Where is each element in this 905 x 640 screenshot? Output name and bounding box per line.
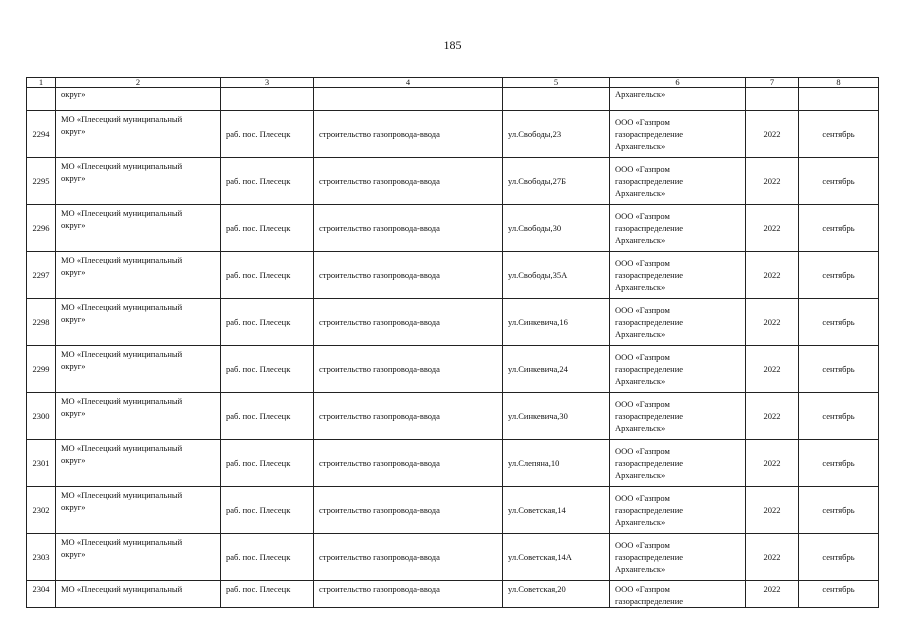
cell-line: газораспределение (615, 364, 684, 374)
cell-line: ООО «Газпром (615, 399, 670, 409)
cell-work: строительство газопровода-ввода (314, 299, 503, 346)
cell-line: округ» (61, 173, 86, 183)
cell-organization (610, 346, 746, 393)
cell-municipality (56, 205, 221, 252)
cell-settlement: раб. пос. Плесецк (221, 487, 314, 534)
cell-municipality (56, 158, 221, 205)
cell-month: сентябрь (799, 534, 879, 581)
cell-line: округ» (61, 408, 86, 418)
cell-line: ООО «Газпром (615, 164, 670, 174)
cell-settlement: раб. пос. Плесецк (221, 111, 314, 158)
cell-line: округ» (61, 361, 86, 371)
cell-month: сентябрь (799, 299, 879, 346)
cell-line: газораспределение (615, 223, 684, 233)
cell-line: Архангельск» (615, 329, 666, 339)
cell-line: газораспределение (615, 411, 684, 421)
cell-organization (610, 111, 746, 158)
cell-month: сентябрь (799, 252, 879, 299)
column-header: 2 (56, 78, 221, 88)
cell-month: сентябрь (799, 487, 879, 534)
cell-municipality (56, 581, 221, 608)
table-row (27, 581, 879, 608)
cell-month: сентябрь (799, 581, 879, 608)
column-number-row (27, 78, 879, 88)
cell-work: строительство газопровода-ввода (314, 534, 503, 581)
cell-year: 2022 (746, 252, 799, 299)
cell-number (27, 88, 56, 111)
table-row (27, 205, 879, 252)
cell-number: 2298 (27, 299, 56, 346)
cell-address: ул.Синкевича,16 (503, 299, 610, 346)
table-row (27, 111, 879, 158)
cell-line: ООО «Газпром (615, 117, 670, 127)
cell-line: округ» (61, 502, 86, 512)
cell-organization (610, 534, 746, 581)
cell-line: Архангельск» (615, 423, 666, 433)
cell-organization: Архангельск» (610, 88, 746, 111)
cell-line: МО «Плесецкий муниципальный (61, 302, 183, 312)
cell-settlement: раб. пос. Плесецк (221, 581, 314, 608)
cell-line: ООО «Газпром (615, 540, 670, 550)
cell-line: МО «Плесецкий муниципальный (61, 490, 183, 500)
column-header: 7 (746, 78, 799, 88)
cell-line: Архангельск» (615, 376, 666, 386)
cell-line: Архангельск» (615, 282, 666, 292)
cell-year: 2022 (746, 111, 799, 158)
cell-address: ул.Советская,14А (503, 534, 610, 581)
cell-year: 2022 (746, 487, 799, 534)
cell-municipality (56, 252, 221, 299)
cell-year: 2022 (746, 158, 799, 205)
cell-work: строительство газопровода-ввода (314, 440, 503, 487)
cell-address: ул.Свободы,23 (503, 111, 610, 158)
cell-month: сентябрь (799, 440, 879, 487)
cell-address: ул.Синкевича,30 (503, 393, 610, 440)
column-header: 3 (221, 78, 314, 88)
cell-municipality (56, 487, 221, 534)
cell-month: сентябрь (799, 393, 879, 440)
column-header: 4 (314, 78, 503, 88)
cell-line: Архангельск» (615, 470, 666, 480)
cell-line: МО «Плесецкий муниципальный (61, 443, 183, 453)
cell-month: сентябрь (799, 346, 879, 393)
cell-line: МО «Плесецкий муниципальный (61, 208, 183, 218)
cell-organization (610, 393, 746, 440)
cell-settlement: раб. пос. Плесецк (221, 252, 314, 299)
cell-work: строительство газопровода-ввода (314, 581, 503, 608)
cell-address: ул.Советская,14 (503, 487, 610, 534)
cell-line: газораспределение (615, 552, 684, 562)
cell-line: ООО «Газпром (615, 258, 670, 268)
cell-municipality (56, 111, 221, 158)
cell-address: ул.Свободы,30 (503, 205, 610, 252)
gas-pipeline-table (26, 77, 879, 608)
cell-number: 2301 (27, 440, 56, 487)
cell-line: ООО «Газпром (615, 584, 670, 594)
table-row (27, 393, 879, 440)
cell-line: газораспределение (615, 129, 684, 139)
cell-work: строительство газопровода-ввода (314, 111, 503, 158)
table-row (27, 346, 879, 393)
cell-number: 2304 (27, 581, 56, 608)
table-row (27, 534, 879, 581)
cell-number: 2299 (27, 346, 56, 393)
cell-line: ООО «Газпром (615, 305, 670, 315)
cell-line: ООО «Газпром (615, 352, 670, 362)
cell-line: МО «Плесецкий муниципальный (61, 255, 183, 265)
cell-line: МО «Плесецкий муниципальный (61, 349, 183, 359)
cell-line: Архангельск» (615, 188, 666, 198)
cell-municipality (56, 440, 221, 487)
cell-month: сентябрь (799, 111, 879, 158)
cell-line: МО «Плесецкий муниципальный (61, 396, 183, 406)
cell-line: Архангельск» (615, 517, 666, 527)
cell-number: 2300 (27, 393, 56, 440)
cell-work: строительство газопровода-ввода (314, 393, 503, 440)
column-header: 6 (610, 78, 746, 88)
cell-month: сентябрь (799, 205, 879, 252)
cell-line: округ» (61, 267, 86, 277)
cell-settlement (221, 88, 314, 111)
cell-number: 2294 (27, 111, 56, 158)
cell-year: 2022 (746, 393, 799, 440)
cell-line: МО «Плесецкий муниципальный (61, 161, 183, 171)
cell-organization (610, 487, 746, 534)
cell-municipality (56, 534, 221, 581)
column-header: 1 (27, 78, 56, 88)
cell-line: газораспределение (615, 176, 684, 186)
cell-work: строительство газопровода-ввода (314, 158, 503, 205)
cell-year: 2022 (746, 346, 799, 393)
cell-municipality: округ» (56, 88, 221, 111)
cell-settlement: раб. пос. Плесецк (221, 440, 314, 487)
cell-address (503, 88, 610, 111)
cell-month (799, 88, 879, 111)
cell-settlement: раб. пос. Плесецк (221, 346, 314, 393)
cell-line: газораспределение (615, 270, 684, 280)
cell-address: ул.Слепяна,10 (503, 440, 610, 487)
cell-settlement: раб. пос. Плесецк (221, 534, 314, 581)
cell-year: 2022 (746, 205, 799, 252)
cell-year: 2022 (746, 440, 799, 487)
table-row (27, 299, 879, 346)
table-row (27, 252, 879, 299)
cell-line: округ» (61, 220, 86, 230)
table-row (27, 158, 879, 205)
cell-line: Архангельск» (615, 235, 666, 245)
cell-year: 2022 (746, 299, 799, 346)
cell-number: 2295 (27, 158, 56, 205)
cell-line: МО «Плесецкий муниципальный (61, 537, 183, 547)
cell-settlement: раб. пос. Плесецк (221, 158, 314, 205)
cell-municipality (56, 299, 221, 346)
cell-line: округ» (61, 314, 86, 324)
cell-line: округ» (61, 549, 86, 559)
cell-year: 2022 (746, 581, 799, 608)
cell-line: ООО «Газпром (615, 493, 670, 503)
cell-address: ул.Синкевича,24 (503, 346, 610, 393)
cell-address: ул.Советская,20 (503, 581, 610, 608)
cell-number: 2297 (27, 252, 56, 299)
cell-line: округ» (61, 126, 86, 136)
cell-line: Архангельск» (615, 564, 666, 574)
cell-line: газораспределение (615, 505, 684, 515)
cell-number: 2296 (27, 205, 56, 252)
cell-year: 2022 (746, 534, 799, 581)
cell-number: 2303 (27, 534, 56, 581)
cell-line: газораспределение (615, 596, 684, 606)
cell-address: ул.Свободы,35А (503, 252, 610, 299)
cell-settlement: раб. пос. Плесецк (221, 299, 314, 346)
cell-year (746, 88, 799, 111)
cell-number: 2302 (27, 487, 56, 534)
cell-organization (610, 252, 746, 299)
cell-work: строительство газопровода-ввода (314, 205, 503, 252)
cell-organization (610, 158, 746, 205)
cell-line: МО «Плесецкий муниципальный (61, 584, 183, 594)
cell-work: строительство газопровода-ввода (314, 346, 503, 393)
cell-line: ООО «Газпром (615, 211, 670, 221)
column-header: 8 (799, 78, 879, 88)
cell-month: сентябрь (799, 158, 879, 205)
page-number: 185 (443, 38, 462, 52)
table-row (27, 487, 879, 534)
column-header: 5 (503, 78, 610, 88)
continuation-row (27, 88, 879, 111)
cell-work: строительство газопровода-ввода (314, 252, 503, 299)
cell-line: газораспределение (615, 317, 684, 327)
cell-settlement: раб. пос. Плесецк (221, 205, 314, 252)
cell-municipality (56, 393, 221, 440)
cell-work: строительство газопровода-ввода (314, 487, 503, 534)
cell-municipality (56, 346, 221, 393)
cell-organization (610, 440, 746, 487)
cell-line: Архангельск» (615, 141, 666, 151)
cell-address: ул.Свободы,27Б (503, 158, 610, 205)
cell-line: газораспределение (615, 458, 684, 468)
cell-line: ООО «Газпром (615, 446, 670, 456)
cell-organization (610, 205, 746, 252)
table-row (27, 440, 879, 487)
cell-work (314, 88, 503, 111)
cell-organization (610, 299, 746, 346)
cell-line: МО «Плесецкий муниципальный (61, 114, 183, 124)
cell-settlement: раб. пос. Плесецк (221, 393, 314, 440)
cell-line: округ» (61, 455, 86, 465)
cell-organization (610, 581, 746, 608)
